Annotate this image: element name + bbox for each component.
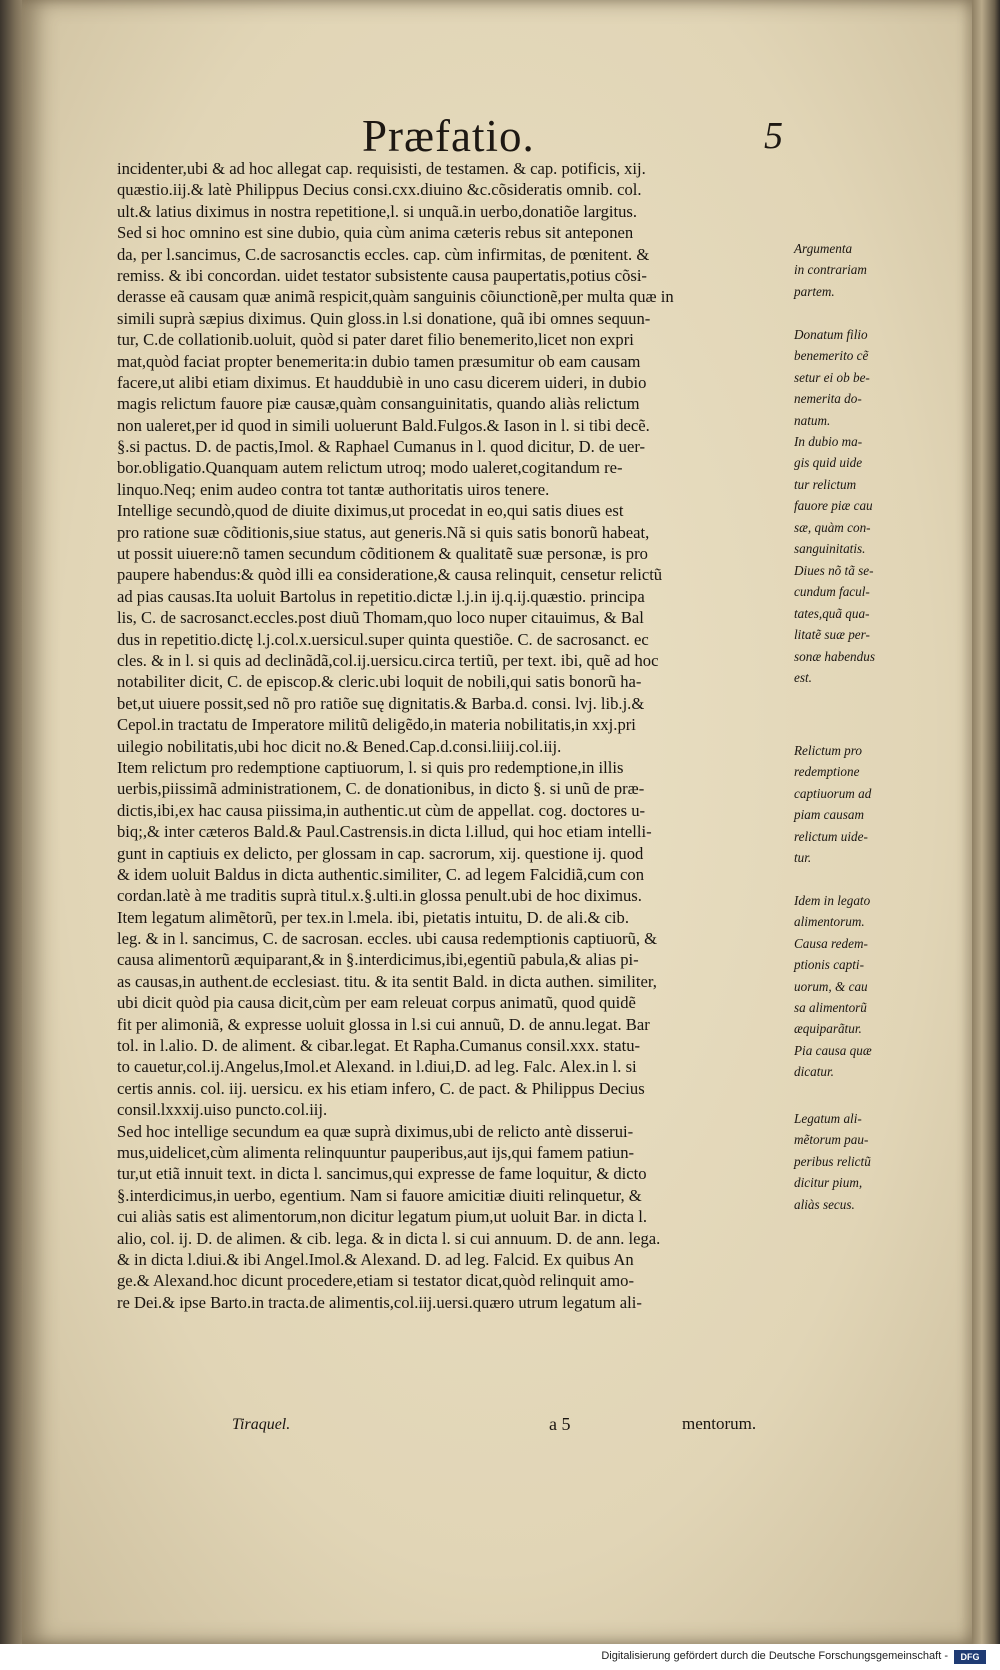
text-line: gunt in captiuis ex delicto, per glossam in cap. sacrorum, xij. questione ij. quod (117, 843, 644, 863)
margin-note-line: æquiparãtur. (794, 1021, 862, 1037)
margin-note-line: piam causam (794, 807, 864, 823)
margin-note-line: Donatum filio (794, 327, 868, 342)
margin-note-line: relictum uide- (794, 828, 868, 844)
text-line: quæstio.iij.& latè Philippus Decius consi.cxx.diuino &c.cõsideratis omnib. col. (117, 180, 642, 200)
text-line: ult.& latius diximus in nostra repetitione,l. si unquã.in uerbo,donatiõe largitus. (117, 201, 638, 221)
margin-note-line: est. (794, 670, 812, 686)
signature-line (22, 1414, 972, 1440)
text-line: da, per l.sancimus, C.de sacrosanctis eccles. cap. cùm infirmitas, de pœnitent. & (117, 244, 650, 264)
margin-note-line: sæ, quàm con- (794, 519, 871, 535)
page-number: 5 (764, 115, 783, 157)
margin-note-line: litatẽ suæ per- (794, 627, 870, 643)
body-text (117, 158, 767, 1313)
text-line: bor.obligatio.Quanquam autem relictum utroq; modo ualeret,cogitandum re- (117, 458, 623, 478)
text-line: §.interdicimus,in uerbo, egentium. Nam si fauore amicitiæ diuiti relinquetur, & (117, 1185, 642, 1205)
text-line: causa alimentorũ æquiparant,& in §.interdicimus,ibi,egentiũ pabula,& alias pi- (117, 950, 639, 970)
digitization-credit-bar (0, 1644, 1000, 1670)
margin-note-line: tur relictum (794, 476, 857, 492)
margin-note-line: captiuorum ad (794, 785, 872, 801)
text-line: to cauetur,col.ij.Angelus,Imol.et Alexand. in l.diui,D. ad leg. Falc. Alex.in l. si (117, 1057, 637, 1077)
text-line: cui aliàs satis est alimentorum,non dicitur legatum pium,ut uoluit Bar. in dicta l. (117, 1207, 647, 1227)
margin-note (794, 740, 904, 868)
margin-note (794, 560, 904, 688)
text-line: ut possit uiuere:nõ tamen secundum cõditionem & qualitatẽ suæ personæ, is pro (117, 544, 648, 564)
text-line: ubi dicit quòd pia causa dicit,cùm per eam releuat corpus animatũ, quod quidẽ (117, 993, 636, 1013)
text-line: re Dei.& ipse Barto.in tracta.de alimentis,col.iij.uersi.quæro utrum legatum ali- (117, 1292, 642, 1312)
page-title: Præfatio. (362, 111, 535, 161)
text-line: tur, C.de collationib.uoluit, quòd si pater daret filio benemerito,licet non expri (117, 330, 634, 350)
margin-note-line: dicitur pium, (794, 1175, 863, 1191)
text-line: dictis,ibi,ex hac causa piissima,in authentic.ut cùm de appellat. cog. doctores u- (117, 800, 646, 820)
text-line: certis annis. col. iij. uersicu. ex his etiam infero, C. de pact. & Philippus Decius (117, 1078, 645, 1098)
text-line: §.si pactus. D. de pactis,Imol. & Raphael Cumanus in l. quod dicitur, D. de uer- (117, 437, 646, 457)
text-line: incidenter,ubi & ad hoc allegat cap. requisisti, de testamen. & cap. potificis, xij. (117, 159, 646, 178)
margin-note-line: tates,quã qua- (794, 605, 870, 621)
margin-note-line: peribus relictũ (794, 1153, 871, 1169)
text-line: cles. & in l. si quis ad declinãdã,col.ij.uersicu.circa tertiũ, per text. ibi, quẽ ad hoc (117, 650, 659, 670)
text-line: tur,ut etiã innuit text. in dicta l. sancimus,qui expresse de fame loquitur, & dicto (117, 1164, 647, 1184)
margin-note-line: Pia causa quæ (794, 1042, 872, 1058)
text-line: ge.& Alexand.hoc dicunt procedere,etiam si testator dicat,quòd relinquit amo- (117, 1271, 635, 1291)
text-line: alio, col. ij. D. de alimen. & cib. lega. & in dicta l. si cui annuum. D. de ann. lega. (117, 1228, 661, 1248)
text-line: pro ratione suæ cõditionis,siue status, aut generis.Nã si quis satis bonorũ habeat, (117, 522, 650, 542)
text-line: linquo.Neq; enim audeo contra tot tantæ authoritatis uiros tenere. (117, 479, 550, 499)
margin-note-line: redemptione (794, 764, 860, 780)
margin-note-line: cundum facul- (794, 584, 870, 600)
book-fore-edge (972, 0, 1000, 1644)
margin-note-line: aliàs secus. (794, 1196, 855, 1212)
margin-note-line: In dubio ma- (794, 434, 863, 450)
margin-note-line: uorum, & cau (794, 978, 868, 994)
margin-note-line: Relictum pro (794, 743, 862, 758)
margin-note (794, 1108, 904, 1215)
text-line: facere,ut alibi etiam diximus. Et hauddubiè in uno casu dicerem uideri, in dubio (117, 372, 647, 392)
margin-note-line: mẽtorum pau- (794, 1132, 869, 1148)
text-line: mus,uidelicet,cùm alimenta relinquuntur pauperibus,aut ijs,qui famem patiun- (117, 1142, 635, 1162)
margin-note-line: nemerita do- (794, 391, 862, 407)
text-line: Item legatum alimẽtorũ, per tex.in l.mela. ibi, pietatis intuitu, D. de ali.& cib. (117, 907, 629, 927)
text-line: uerbis,piissimã administrationem, C. de donationibus, in dicto §. si unũ de præ- (117, 779, 645, 799)
text-line: biq;,& inter cæteros Bald.& Paul.Castrensis.in dicta l.illud, qui hoc etiam intelli- (117, 822, 652, 842)
dfg-logo: DFG (954, 1650, 986, 1664)
text-line: cordan.latè à me traditis suprà titul.x.§.ulti.in glossa penult.ubi de hoc diximus. (117, 886, 642, 906)
margin-note-line: gis quid uide (794, 455, 863, 471)
text-line: consil.lxxxij.uiso puncto.col.iij. (117, 1100, 328, 1120)
margin-note-line: dicatur. (794, 1064, 834, 1080)
margin-note (794, 238, 904, 302)
margin-note-line: ptionis capti- (794, 957, 864, 973)
text-line: mat,quòd faciat propter benemerita:in dubio tamen præsumitur ob eam causam (117, 351, 641, 371)
book-page (22, 0, 972, 1644)
digitization-credit: Digitalisierung gefördert durch die Deutsche Forschungsgemeinschaft - (601, 1650, 948, 1662)
text-line: & idem uoluit Baldus in dicta authentic.similiter, C. ad legem Falcidiã,cum con (117, 864, 644, 884)
text-line: non ualeret,per id quod in simili uoluerunt Bald.Fulgos.& Iason in l. si tibi decẽ. (117, 415, 650, 435)
text-line: leg. & in l. sancimus, C. de sacrosan. eccles. ubi causa redemptionis captiuorũ, & (117, 929, 658, 949)
margin-note-line: Argumenta (794, 241, 853, 256)
text-line: paupere habendus:& quòd illi ea consideratione,& causa relinquit, censetur relictũ (117, 565, 663, 585)
text-line: & in dicta l.diui.& ibi Angel.Imol.& Alexand. D. ad leg. Falcid. Ex quibus An (117, 1249, 634, 1269)
margin-note-line: Causa redem- (794, 935, 868, 951)
margin-note-line: in contrariam (794, 262, 867, 278)
running-head (22, 100, 972, 160)
text-line: as causas,in authent.de ecclesiast. titu. & ita sentit Bald. in dicta authen. similiter, (117, 971, 657, 991)
text-line: ad pias causas.Ita uoluit Bartolus in repetitio.dictæ l.j.in ij.q.ij.quæstio. principa (117, 586, 645, 606)
margin-note-line: fauore piæ cau (794, 498, 873, 514)
margin-note-line: Idem in legato (794, 893, 871, 908)
text-line: derasse eã causam quæ animã respicit,quàm sanguinis cõiunctionẽ,per multa quæ in (117, 287, 674, 307)
text-line: Cepol.in tractatu de Imperatore militũ deligẽdo,in materia nobilitatis,in xxj.pri (117, 715, 636, 735)
margin-note-line: alimentorum. (794, 914, 865, 930)
text-line: dus in repetitio.dictę l.j.col.x.uersicul.super quinta questiõe. C. de sacrosanct. ec (117, 629, 649, 649)
text-line: lis, C. de sacrosanct.eccles.post diuũ Thomam,quo loco nuper citauimus, & Bal (117, 608, 644, 628)
margin-note (794, 324, 904, 559)
text-line: notabiliter dicit, C. de episcop.& cleric.ubi loquit de nobili,qui satis bonorũ ha- (117, 672, 642, 692)
margin-note-line: tur. (794, 850, 812, 866)
text-line: Intellige secundò,quod de diuite diximus,ut procedat in eo,qui satis diues est (117, 501, 624, 521)
margin-note-line: Diues nõ tã se- (794, 563, 874, 578)
text-line: magis relictum fauore piæ causæ,quàm consanguinitatis, quando aliàs relictum (117, 394, 640, 414)
margin-note-line: setur ei ob be- (794, 369, 870, 385)
catchword: mentorum. (682, 1414, 757, 1433)
text-line: tol. in l.alio. D. de aliment. & cibar.legat. Et Rapha.Cumanus consil.xxx. statu- (117, 1036, 641, 1056)
text-line: Item relictum pro redemptione captiuorum, l. si quis pro redemptione,in illis (117, 757, 624, 777)
text-line: simili suprà sæpius diximus. Quin gloss.in l.si donatione, quã ibi omnes sequun- (117, 308, 651, 328)
margin-note-line: partem. (794, 283, 835, 299)
text-line: uilegio nobilitatis,ubi hoc dicit no.& Bened.Cap.d.consi.liiij.col.iij. (117, 736, 562, 756)
margin-note (794, 890, 904, 1083)
text-line: Sed si hoc omnino est sine dubio, quia cùm anima cæteris rebus sit anteponen (117, 223, 634, 243)
margin-note-line: sanguinitatis. (794, 541, 866, 557)
margin-note-line: natum. (794, 412, 831, 428)
signature-mark: Tiraquel. (232, 1416, 291, 1433)
margin-note-line: benemerito cẽ (794, 348, 869, 364)
text-line: remiss. & ibi concordan. uidet testator subsistente causa paupertatis,potius cõsi- (117, 265, 647, 285)
text-line: bet,ut uiuere possit,sed nõ pro ratiõe suę dignitatis.& Barba.d. consi. lvj. lib.j.& (117, 693, 645, 713)
gathering-mark: a 5 (549, 1414, 571, 1434)
margin-note-line: sa alimentorũ (794, 1000, 867, 1016)
margin-note-line: sonæ habendus (794, 648, 875, 664)
text-line: fit per alimoniã, & expresse uoluit glossa in l.si cui annuũ, D. de annu.legat. Bar (117, 1014, 650, 1034)
margin-note-line: Legatum ali- (794, 1111, 862, 1126)
text-line: Sed hoc intellige secundum ea quæ suprà diximus,ubi de relicto antè disserui- (117, 1121, 634, 1141)
